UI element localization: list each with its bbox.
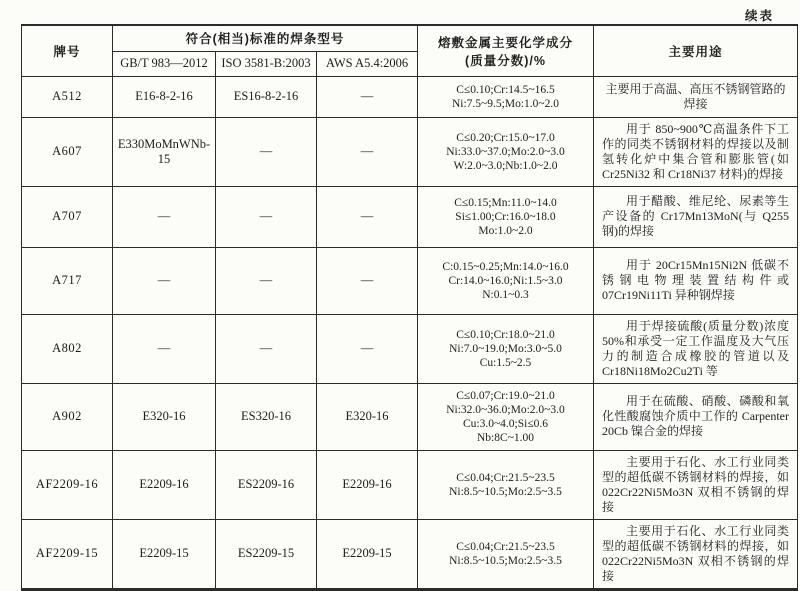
col-header-chemistry-line2: (质量分数)/% [465,53,546,68]
brand-cell: A902 [22,383,113,450]
chemistry-cell [418,247,594,314]
col-header-usage: 主要用途 [594,25,798,76]
chemistry-line: Cu:1.5~2.5 [479,356,532,369]
chemistry-line: Ni:32.0~36.0;Mo:2.0~3.0 [446,403,565,416]
chemistry-line: C≤0.15;Mn:11.0~14.0 [454,196,557,209]
table-row [22,117,798,186]
aws-cell: E2209-15 [317,519,418,589]
col-header-standards-group: 符合(相当)标准的焊条型号 [113,25,418,51]
col-header-chemistry-line1: 熔敷金属主要化学成分 [437,35,573,50]
usage-cell: 用于醋酸、维尼纶、尿素等生产设备的 Cr17Mn13MoN(与 Q255 钢)的焊接 [594,186,798,247]
table-body [22,76,798,589]
chemistry-line: Cu:3.0~4.0;Si≤0.6 [462,417,549,430]
gbt-cell: — [113,247,216,314]
aws-cell: — [317,76,418,117]
iso-cell: — [216,186,317,247]
usage-cell: 用于焊接硫酸(质量分数)浓度 50%和承受一定工作温度及大气压力的制造合成橡胶的管道以及 Cr18Ni18Mo2Cu2Ti 等 [594,314,798,383]
chemistry-line: W:2.0~3.0;Nb:1.0~2.0 [453,159,558,172]
iso-cell: — [216,247,317,314]
chemistry-line: C≤0.04;Cr:21.5~23.5 [456,540,555,553]
chemistry-cell [418,117,594,186]
table-row [22,383,798,450]
iso-cell: ES2209-15 [216,519,317,589]
brand-cell: A802 [22,314,113,383]
table-row [22,247,798,314]
electrode-table [21,24,798,591]
gbt-cell: E2209-15 [113,519,216,589]
chemistry-line: Ni:7.0~19.0;Mo:3.0~5.0 [449,342,562,355]
gbt-cell: E320-16 [113,383,216,450]
chemistry-line: C≤0.10;Cr:18.0~21.0 [456,328,555,341]
col-header-brand: 牌号 [22,25,113,76]
aws-cell: — [317,186,418,247]
chemistry-line: Ni:33.0~37.0;Mo:2.0~3.0 [446,145,565,158]
aws-cell: E320-16 [317,383,418,450]
chemistry-line: C≤0.04;Cr:21.5~23.5 [456,471,555,484]
chemistry-line: Mo:1.0~2.0 [478,224,533,237]
gbt-cell: E2209-16 [113,450,216,519]
chemistry-cell [418,186,594,247]
table-row [22,519,798,589]
col-header-gbt: GB/T 983—2012 [113,51,216,76]
chemistry-line: C≤0.07;Cr:19.0~21.0 [456,389,555,402]
usage-cell: 主要用于石化、水工行业同类型的超低碳不锈钢材料的焊接，如 022Cr22Ni5Mo3N 双相不锈钢的焊接 [594,519,798,589]
table-header [22,25,798,76]
table-row [22,314,798,383]
chemistry-line: Nb:8C~1.00 [476,431,535,444]
brand-cell: A607 [22,117,113,186]
iso-cell: — [216,117,317,186]
gbt-cell: E16-8-2-16 [113,76,216,117]
iso-cell: ES2209-16 [216,450,317,519]
iso-cell: ES320-16 [216,383,317,450]
chemistry-line: C≤0.20;Cr:15.0~17.0 [456,131,555,144]
gbt-cell: — [113,314,216,383]
chemistry-line: C:0.15~0.25;Mn:14.0~16.0 [442,260,569,273]
iso-cell: ES16-8-2-16 [216,76,317,117]
chemistry-cell [418,383,594,450]
usage-cell: 用于 20Cr15Mn15Ni2N 低碳不锈钢电物理装置结构件或 07Cr19Ni11Ti 异种钢焊接 [594,247,798,314]
usage-cell: 主要用于石化、水工行业同类型的超低碳不锈钢材料的焊接，如 022Cr22Ni5Mo3N 双相不锈钢的焊接 [594,450,798,519]
chemistry-cell [418,314,594,383]
col-header-chemistry [418,25,594,76]
chemistry-cell [418,450,594,519]
aws-cell: — [317,117,418,186]
usage-cell: 主要用于高温、高压不锈钢管路的焊接 [594,76,798,117]
chemistry-line: C≤0.10;Cr:14.5~16.5 [456,83,555,96]
aws-cell: E2209-16 [317,450,418,519]
chemistry-line: Ni:8.5~10.5;Mo:2.5~3.5 [449,554,562,567]
gbt-cell: — [113,186,216,247]
chemistry-line: N:0.1~0.3 [482,288,529,301]
aws-cell: — [317,314,418,383]
iso-cell: — [216,314,317,383]
table-row [22,186,798,247]
brand-cell: A512 [22,76,113,117]
chemistry-line: Ni:8.5~10.5;Mo:2.5~3.5 [449,485,562,498]
usage-cell: 用于在硫酸、硝酸、磷酸和氧化性酸腐蚀介质中工作的 Carpenter 20Cb 镍合金的焊接 [594,383,798,450]
brand-cell: A707 [22,186,113,247]
continued-table-label: 续表 [744,9,774,23]
chemistry-line: Si≤1.00;Cr:16.0~18.0 [455,210,556,223]
chemistry-line: Ni:7.5~9.5;Mo:1.0~2.0 [451,97,559,110]
brand-cell: A717 [22,247,113,314]
col-header-aws: AWS A5.4:2006 [317,51,418,76]
col-header-iso: ISO 3581-B:2003 [216,51,317,76]
chemistry-cell [418,76,594,117]
aws-cell: — [317,247,418,314]
brand-cell: AF2209-15 [22,519,113,589]
chemistry-line: Cr:14.0~16.0;Ni:1.5~3.0 [448,274,563,287]
chemistry-cell [418,519,594,589]
brand-cell: AF2209-16 [22,450,113,519]
table-row [22,450,798,519]
usage-cell: 用于 850~900℃高温条件下工作的同类不锈钢材料的焊接以及制氢转化炉中集合管和膨胀管(如 Cr25Ni32 和 Cr18Ni37 材料)的焊接 [594,117,798,186]
gbt-cell: E330MoMnWNb-15 [113,117,216,186]
table-row [22,76,798,117]
